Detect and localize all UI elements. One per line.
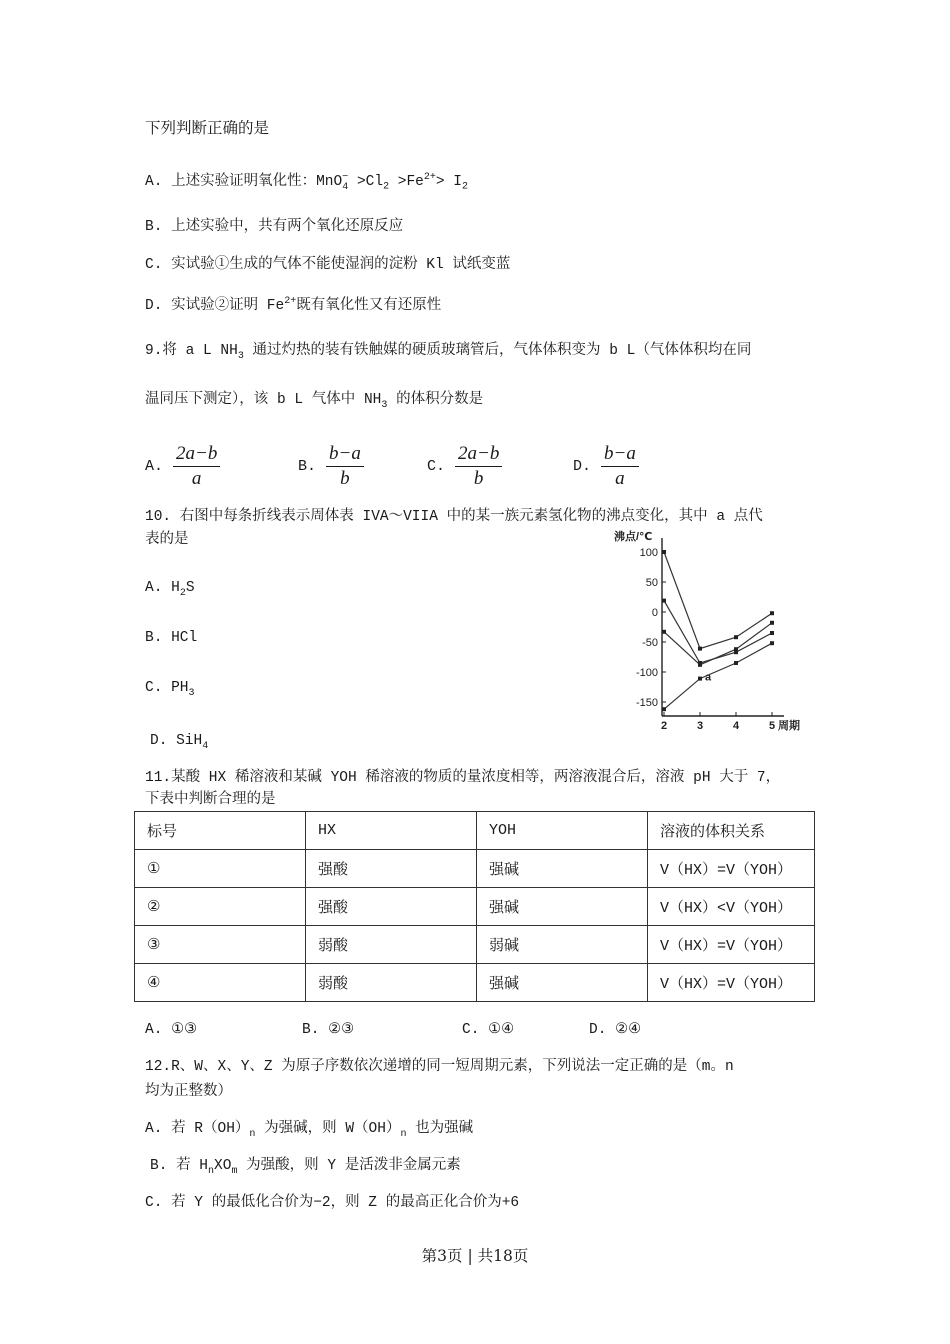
data-point-IVA [770,641,774,645]
q12-stem-line1: 12.R、W、X、Y、Z 为原子序数依次递增的同一短周期元素，下列说法一定正确的是（m。n [145,1059,734,1075]
y-axis-label: 沸点/℃ [614,531,653,543]
table-header-cell: 标号 [135,812,306,850]
q8-option-c: C. 实试验①生成的气体不能使湿润的淀粉 Kl 试纸变蓝 [145,257,511,273]
q12-stem-line2: 均为正整数） [145,1084,232,1100]
data-point-IVA [698,677,702,681]
data-point-VIA [698,647,702,651]
q9-stem-line1: 9.将 a L $NH_3$ 通过灼热的装有铁触媒的硬质玻璃管后，气体体积变为 b L（气体体积均在同 [145,343,752,362]
q9-option-b: B. $\frac{b-a}{b}$ [298,443,364,490]
q10-option-d: D. SiH$_4$ [150,733,209,752]
data-point-VA [662,630,666,634]
q8-stem: 下列判断正确的是 [145,119,270,137]
q11-option-a: A. ①③ [145,1022,198,1038]
q10-option-a: A. $H_2S$ [145,580,195,599]
q10-option-b: B. HCl [145,630,198,646]
table-cell: 强酸 [306,850,477,888]
data-point-VIA [770,611,774,615]
table-cell: V（HX）=V（YOH） [648,964,815,1002]
y-tick-label: 100 [639,547,658,559]
table-cell: 弱酸 [306,926,477,964]
table-header-cell: 溶液的体积关系 [648,812,815,850]
data-point-VIA [734,635,738,639]
table-cell: 强碱 [477,888,648,926]
table-cell: ③ [135,926,306,964]
table-cell: 弱酸 [306,964,477,1002]
data-point-VA [770,621,774,625]
table-cell: V（HX）=V（YOH） [648,926,815,964]
q11-option-b: B. ②③ [302,1022,355,1038]
q10-stem-line1: 10. 右图中每条折线表示周体表 IVA～VIIA 中的某一族元素氢化物的沸点变化，其中 a 点代 [145,509,763,525]
table-cell: 强酸 [306,888,477,926]
y-tick-label: -100 [635,667,658,679]
table-cell: 强碱 [477,850,648,888]
page-footer: 第3页 | 共18页 [421,1247,529,1265]
table-cell: ① [135,850,306,888]
series-line-IVA [664,643,772,709]
x-tick-label: 3 [696,720,704,732]
data-point-VIIA [770,631,774,635]
table-cell: V（HX）<V（YOH） [648,888,815,926]
q12-option-a: A. 若 $R(OH)_n$ 为强碱，则 $W(OH)_n$ 也为强碱 [145,1121,474,1140]
table-row [135,888,815,926]
table-row [135,926,815,964]
x-tick-label: 4 [732,720,740,732]
q8-option-b: B. 上述实验中，共有两个氧化还原反应 [145,219,404,235]
table-row [135,850,815,888]
q9-stem-line2: 温同压下测定），该 b L 气体中 $NH_3$ 的体积分数是 [145,392,484,411]
series-line-VIIA [664,601,772,663]
table-cell: ④ [135,964,306,1002]
q11-stem-line1: 11.某酸 HX 稀溶液和某碱 YOH 稀溶液的物质的量浓度相等，两溶液混合后，溶液 pH 大于 7， [145,770,781,786]
data-point-VA [734,647,738,651]
data-point-VIA [662,550,666,554]
data-point-VIIA [662,599,666,603]
table-header-cell: YOH [477,812,648,850]
point-a-label: a [705,671,712,684]
x-tick-label: 2 [660,720,668,732]
y-tick-label: -50 [642,637,658,649]
x-tick-label: 5 [768,720,776,732]
q8-option-a: A. 上述实验证明氧化性：$MnO_4^- >Cl_2 >Fe^{2+}> I_2$ [145,172,469,193]
y-tick-label: 50 [645,577,658,589]
data-point-IVA [734,661,738,665]
q11-option-c: C. ①④ [462,1022,515,1038]
table-row [135,964,815,1002]
q8-option-d: D. 实试验②证明 $Fe^{2+}$既有氧化性又有还原性 [145,296,442,314]
data-point-VA [698,663,702,667]
q9-option-d: D. $\frac{b-a}{a}$ [573,443,639,490]
q11-table [134,811,815,1002]
table-cell: ② [135,888,306,926]
table-header-row [135,812,815,850]
table-cell: V（HX）=V（YOH） [648,850,815,888]
q12-option-c: C. 若 Y 的最低化合价为−2，则 Z 的最高正化合价为+6 [145,1195,520,1211]
table-cell: 强碱 [477,964,648,1002]
q12-option-b: B. 若 $H_nXO_m$ 为强酸，则 Y 是活泼非金属元素 [150,1158,461,1177]
y-tick-label: -150 [635,697,658,709]
x-axis-label: 周期 [778,720,800,732]
boiling-point-chart [612,528,812,743]
q11-stem-line2: 下表中判断合理的是 [145,792,276,808]
q9-option-c: C. $\frac{2a-b}{b}$ [427,443,502,490]
q11-option-d: D. ②④ [589,1022,642,1038]
data-point-IVA [662,707,666,711]
table-cell: 弱碱 [477,926,648,964]
q10-option-c: C. $PH_3$ [145,680,195,699]
y-tick-label: 0 [651,607,658,619]
q9-option-a: A. $\frac{2a-b}{a}$ [145,443,220,490]
table-header-cell: HX [306,812,477,850]
q10-stem-line2: 表的是 [145,532,189,548]
